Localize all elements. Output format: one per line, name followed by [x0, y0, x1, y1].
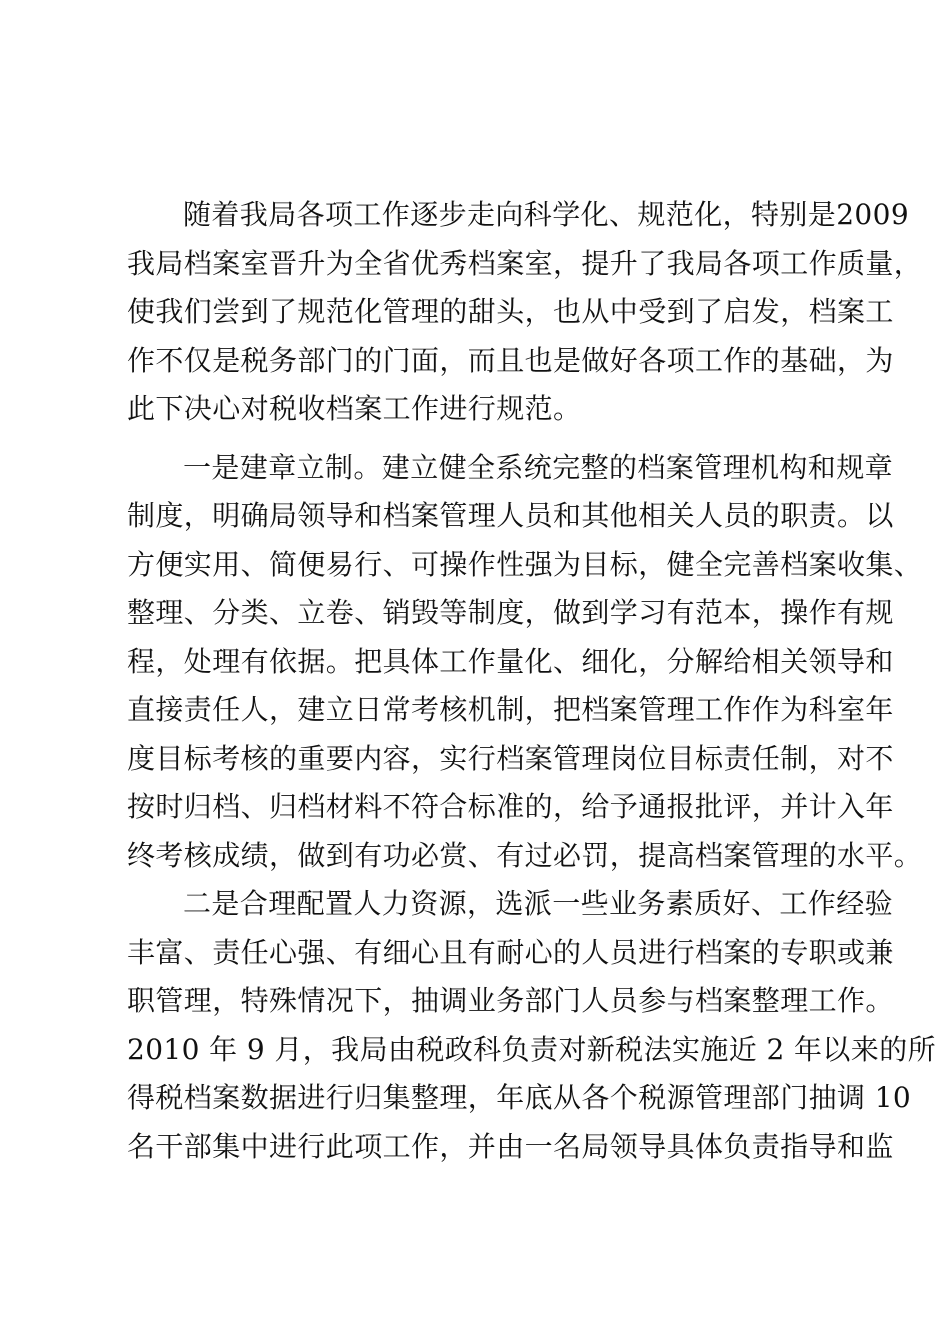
- text-line: 按时归档、归档材料不符合标准的，给予通报批评，并计入年: [127, 790, 894, 823]
- paragraph-staffing: [127, 880, 936, 1171]
- text-line: 我局档案室晋升为全省优秀档案室，提升了我局各项工作质量，: [127, 246, 923, 280]
- text-line: 职管理，特殊情况下，抽调业务部门人员参与档案整理工作。: [127, 984, 894, 1017]
- paragraph-rules: [127, 444, 923, 881]
- text-line: 丰富、责任心强、有细心且有耐心的人员进行档案的专职或兼: [127, 935, 894, 969]
- text-line: 得税档案数据进行归集整理，年底从各个税源管理部门抽调 10: [127, 1081, 912, 1114]
- text-line: 直接责任人，建立日常考核机制，把档案管理工作作为科室年: [127, 693, 894, 726]
- text-line: 程，处理有依据。把具体工作量化、细化，分解给相关领导和: [127, 644, 894, 678]
- text-line: 终考核成绩，做到有功必赏、有过必罚，提高档案管理的水平。: [127, 838, 923, 872]
- paragraph-intro: [127, 191, 923, 434]
- text-line: 此下决心对税收档案工作进行规范。: [127, 392, 582, 425]
- text-line: 一是建章立制。建立健全系统完整的档案管理机构和规章: [183, 450, 894, 484]
- text-line: 整理、分类、立卷、销毁等制度，做到学习有范本，操作有规: [127, 596, 894, 629]
- text-line: 作不仅是税务部门的门面，而且也是做好各项工作的基础，为: [127, 343, 894, 377]
- document-page: [127, 191, 936, 1171]
- text-line: 二是合理配置人力资源，选派一些业务素质好、工作经验: [183, 887, 894, 920]
- text-line: 方便实用、简便易行、可操作性强为目标，健全完善档案收集、: [127, 547, 923, 581]
- text-line: 2010 年 9 月，我局由税政科负责对新税法实施近 2 年以来的所: [127, 1032, 936, 1066]
- text-line: 使我们尝到了规范化管理的甜头，也从中受到了启发，档案工: [127, 295, 894, 328]
- text-line: 随着我局各项工作逐步走向科学化、规范化，特别是2009: [183, 198, 910, 231]
- text-line: 制度，明确局领导和档案管理人员和其他相关人员的职责。以: [127, 499, 894, 532]
- text-line: 度目标考核的重要内容，实行档案管理岗位目标责任制，对不: [127, 741, 894, 775]
- text-line: 名干部集中进行此项工作，并由一名局领导具体负责指导和监: [127, 1129, 894, 1163]
